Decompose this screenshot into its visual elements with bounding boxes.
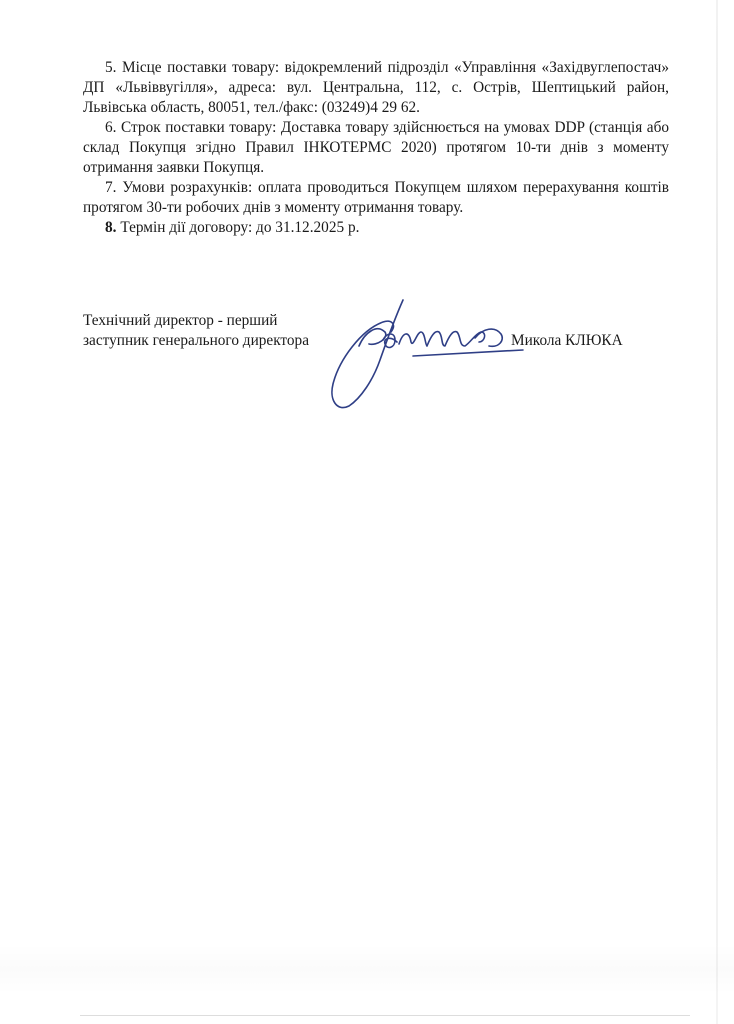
term-7 [83,178,669,218]
signatory-title-line2: заступник генерального директора [83,332,309,349]
contract-terms [83,58,669,238]
term-8 [83,218,669,238]
term-text: Термін дії договору: до 31.12.2025 р. [120,219,360,236]
term-text: Умови розрахунків: оплата проводиться Покупцем шляхом перерахування коштів протягом 30-ти робочих днів з моменту отримання товару. [83,179,669,216]
scan-edge-shadow [716,0,718,1024]
term-number: 7. [105,179,117,196]
term-number: 5. [105,59,117,76]
term-number: 8. [105,219,117,236]
scan-bottom-line [80,1015,690,1016]
signatory-title-line1: Технічний директор - перший [83,312,278,329]
signatory-name: Микола КЛЮКА [511,332,623,349]
term-text: Строк поставки товару: Доставка товару здійснюється на умовах DDP (станція або склад Покупця згідно Правил ІНКОТЕРМС 2020) протягом 10-ти днів з моменту отримання заявки Покупця. [83,119,669,176]
handwritten-signature [325,298,525,410]
term-number: 6. [105,119,117,136]
term-5 [83,58,669,118]
term-text: Місце поставки товару: відокремлений підрозділ «Управління «Західвуглепостач» ДП «Львіввугілля», адреса: вул. Центральна, 112, с. Острів, Шептицький район, Львівська область, 80051, тел./факс: (03249)4 29 62. [83,59,670,116]
term-6 [83,118,669,178]
scan-artifact [0,944,734,994]
